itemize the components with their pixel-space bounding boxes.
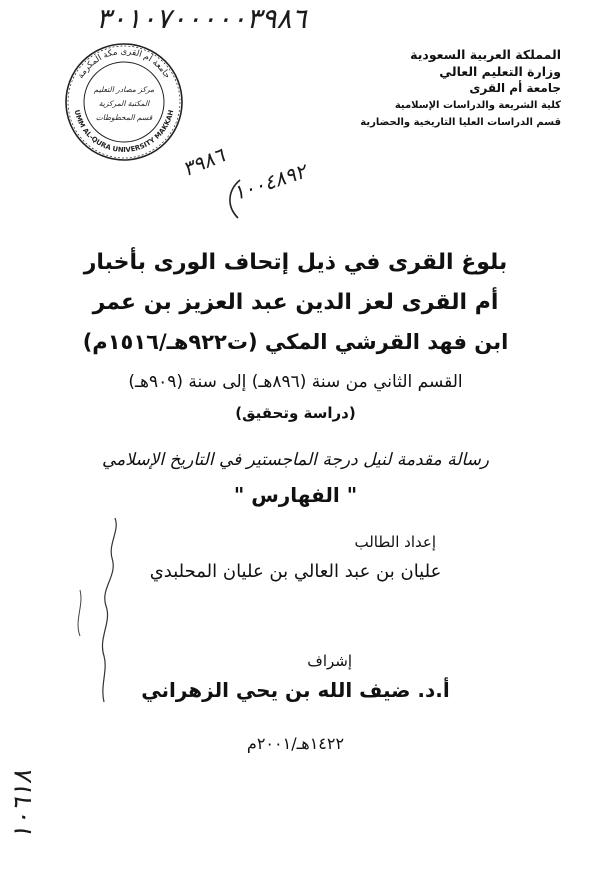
seal-english-text: UMM AL-QURA UNIVERSITY MAKKAH bbox=[72, 109, 176, 155]
header-country: المملكة العربية السعودية bbox=[410, 47, 561, 62]
submission-date: ١٤٢٢هـ/٢٠٠١م bbox=[246, 734, 345, 753]
title-line-3: ابن فهد القرشي المكي (ت٩٢٢هـ/١٥١٦م) bbox=[82, 330, 509, 354]
svg-text:جامعة أم القرى مكة المكرمة bbox=[76, 47, 172, 80]
header-department: قسم الدراسات العليا التاريخية والحضارية bbox=[360, 117, 561, 128]
subtitle-study-type: (دراسة وتحقيق) bbox=[235, 404, 356, 422]
header-college: كلية الشريعة والدراسات الإسلامية bbox=[394, 100, 561, 111]
handwritten-bracket-mark bbox=[220, 176, 250, 222]
university-seal-stamp bbox=[62, 40, 186, 164]
thesis-degree-note: رسالة مقدمة لنيل درجة الماجستير في التاريخ الإسلامي bbox=[101, 450, 490, 470]
seal-inner-line-3: قسم المخطوطات bbox=[95, 113, 153, 122]
prepared-by-label: إعداد الطالب bbox=[354, 533, 436, 551]
subtitle-part-range: القسم الثاني من سنة (٨٩٦هـ) إلى سنة (٩٠٩هـ) bbox=[128, 372, 463, 392]
institution-header bbox=[360, 46, 561, 131]
handwritten-accession-number: ١٠٠٤٨٩٢ bbox=[230, 158, 310, 206]
supervisor-name: أ.د. ضيف الله بن يحي الزهراني bbox=[141, 678, 450, 702]
header-ministry: وزارة التعليم العالي bbox=[439, 64, 561, 79]
handwritten-side-number: ٣٩٨٦ bbox=[179, 142, 228, 182]
handwritten-reference-number: ٣٠١٠٧٠٠٠٠٠٣٩٨٦ bbox=[96, 2, 307, 35]
pen-scribble-mark bbox=[60, 510, 150, 710]
seal-inner-line-2: المكتبة المركزية bbox=[98, 99, 150, 108]
handwritten-shelf-number: ١٠٦١٨ bbox=[8, 770, 38, 840]
title-line-2: أم القرى لعز الدين عبد العزيز بن عمر bbox=[92, 290, 499, 315]
title-line-1: بلوغ القرى في ذيل إتحاف الورى بأخبار bbox=[83, 250, 508, 275]
index-section-label: " الفهارس " bbox=[233, 483, 358, 507]
seal-inner-line-1: مركز مصادر التعليم bbox=[93, 85, 155, 94]
supervision-label: إشراف bbox=[307, 652, 352, 670]
student-name: عليان بن عبد العالي بن عليان المحلبدي bbox=[149, 561, 442, 582]
seal-arabic-text: جامعة أم القرى مكة المكرمة bbox=[75, 46, 173, 81]
header-university: جامعة أم القرى bbox=[469, 81, 561, 95]
